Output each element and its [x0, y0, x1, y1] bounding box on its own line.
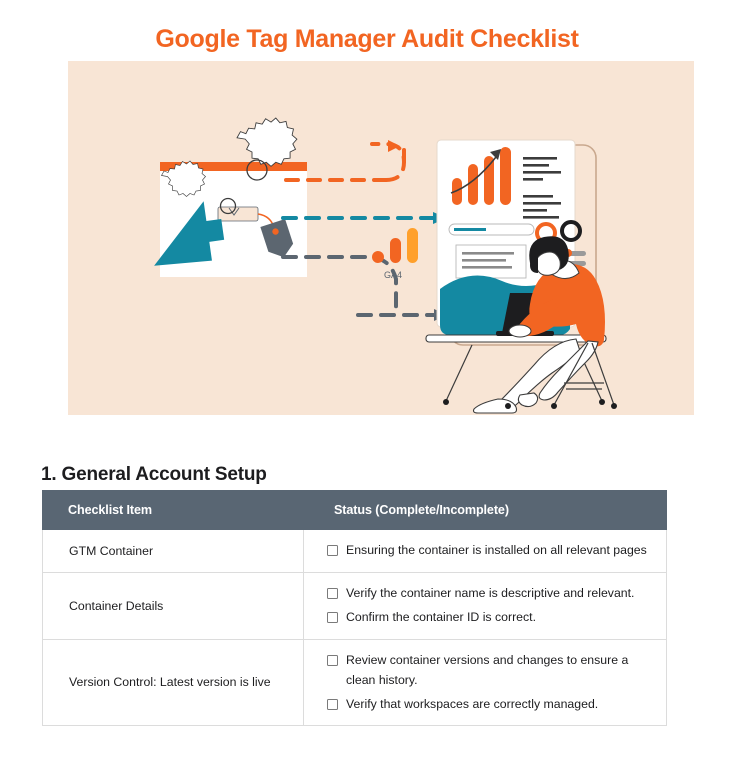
- checklist-item-label: Container Details: [43, 572, 304, 639]
- check-line[interactable]: [327, 693, 656, 717]
- ga4-label: GA4: [384, 270, 403, 280]
- check-line[interactable]: [327, 539, 656, 563]
- check-label: Ensuring the container is installed on all relevant pages: [346, 543, 647, 557]
- check-line[interactable]: [327, 606, 656, 630]
- check-label: Review container versions and changes to ensure a clean history.: [346, 652, 629, 687]
- check-label: Confirm the container ID is correct.: [346, 609, 536, 624]
- checklist-table: [42, 490, 667, 726]
- checkbox-icon[interactable]: [327, 545, 338, 556]
- checkbox-icon[interactable]: [327, 699, 338, 710]
- checkbox-icon[interactable]: [327, 588, 338, 599]
- check-label: Verify the container name is descriptive and relevant.: [346, 585, 635, 600]
- table-header-row: [43, 491, 667, 530]
- status-cell: [304, 572, 667, 639]
- hero-illustration: [68, 61, 694, 415]
- gtm-analytics-illustration-svg: [68, 61, 694, 415]
- checklist-item-label: Version Control: Latest version is live: [43, 639, 304, 726]
- page-title: Google Tag Manager Audit Checklist: [155, 24, 579, 53]
- table-row: [43, 639, 667, 726]
- check-label: Verify that workspaces are correctly managed.: [346, 696, 599, 711]
- column-header-status: Status (Complete/Incomplete): [304, 491, 667, 530]
- status-cell: [304, 639, 667, 726]
- table-row: [43, 530, 667, 573]
- checklist-item-label: GTM Container: [43, 530, 304, 573]
- table-row: [43, 572, 667, 639]
- checkbox-icon[interactable]: [327, 612, 338, 623]
- column-header-checklist-item: Checklist Item: [43, 491, 304, 530]
- check-line[interactable]: [327, 649, 656, 693]
- checkbox-icon[interactable]: [327, 655, 338, 666]
- check-line[interactable]: [327, 582, 656, 606]
- section-heading-general-account-setup: 1. General Account Setup: [41, 463, 267, 485]
- status-cell: [304, 530, 667, 573]
